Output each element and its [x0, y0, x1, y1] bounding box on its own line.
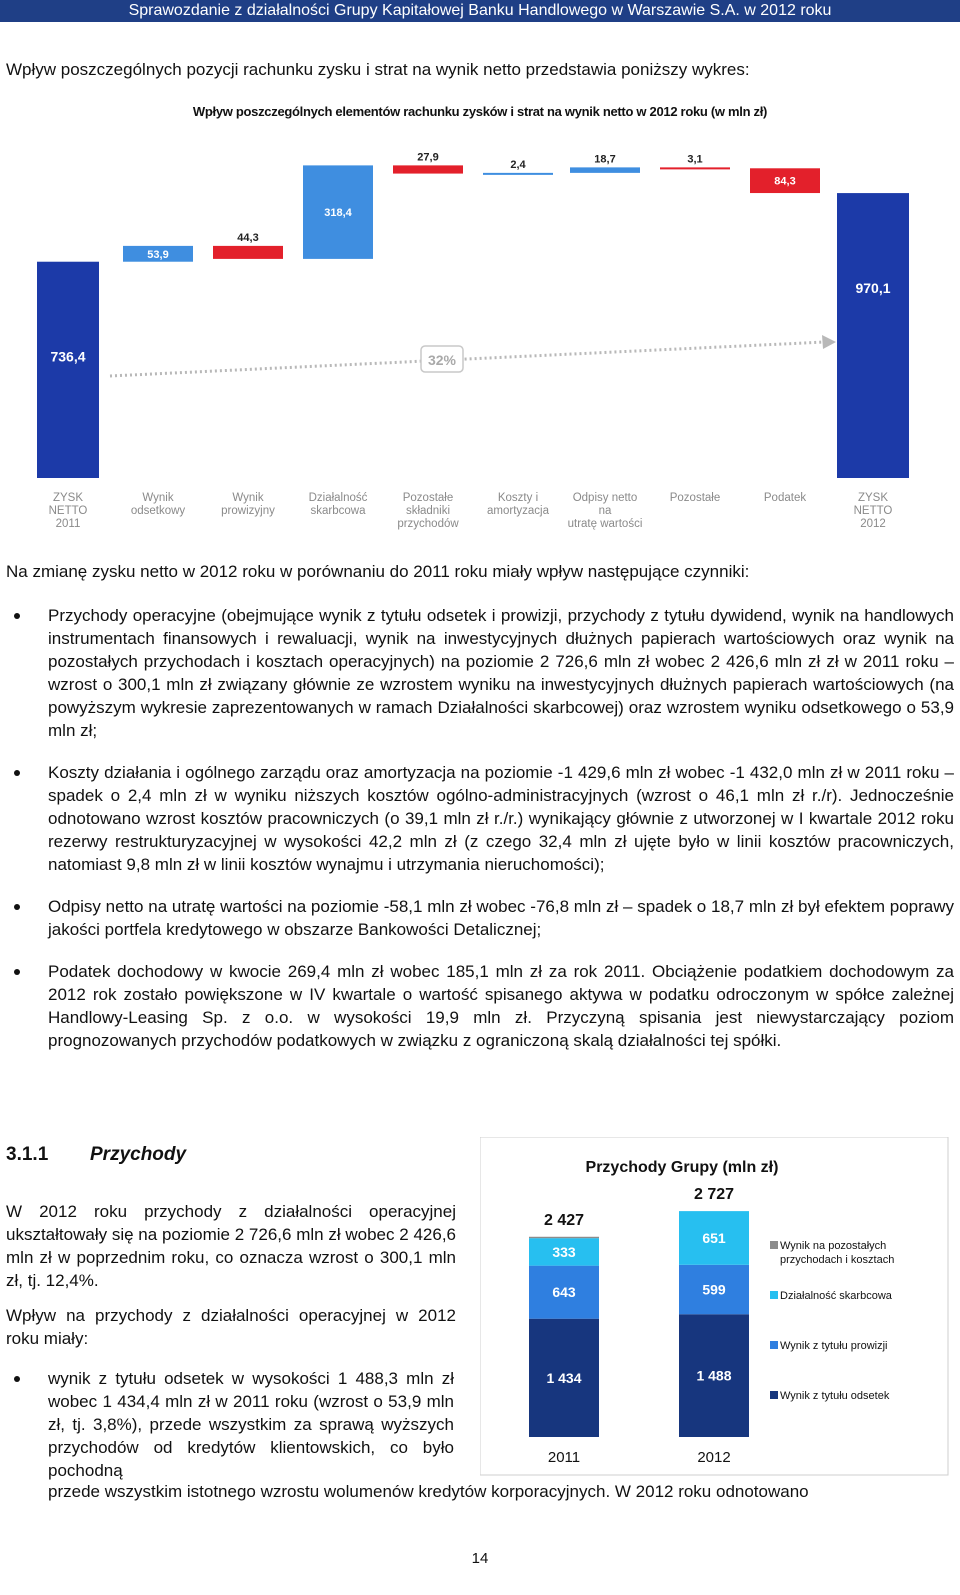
waterfall-category-label-line: składniki [405, 505, 451, 517]
bullet-icon [14, 613, 20, 619]
waterfall-value-label: 318,4 [324, 207, 352, 220]
waterfall-category-label-line: przychodów [397, 518, 459, 530]
continuation-text: przede wszystkim istotnego wzrostu wolumenów kredytów korporacyjnych. W 2012 roku odnotowano [48, 1482, 809, 1501]
legend-label: Wynik z tytułu odsetek [780, 1390, 890, 1402]
revenue-chart [480, 1137, 950, 1477]
waterfall-value-label: 18,7 [594, 153, 616, 166]
revenue-bar-segment [529, 1237, 599, 1238]
waterfall-category-label [208, 492, 288, 518]
legend-swatch [770, 1341, 778, 1349]
waterfall-category-label [655, 492, 735, 505]
revenue-total-label: 2 427 [543, 1211, 585, 1229]
section-number: 3.1.1 [6, 1144, 49, 1165]
waterfall-category-label-line: amortyzacja [487, 505, 549, 517]
list-item-text: wynik z tytułu odsetek w wysokości 1 488,3 mln zł wobec 1 434,4 mln zł w 2011 roku (wzrost o 53,9 mln zł, tj. 3,8%), przede wszystkim za sprawą wyższych przychodów od kredytów klientowskich, co było pochodną [48, 1369, 454, 1480]
waterfall-bar [570, 167, 640, 172]
waterfall-category-label-line: Działalność [308, 492, 368, 504]
waterfall-bar [837, 193, 909, 478]
waterfall-value-label: 3,1 [687, 153, 703, 166]
legend-swatch [770, 1291, 778, 1299]
waterfall-category-label-line: Wynik [232, 492, 264, 504]
waterfall-bar [37, 262, 99, 478]
section-title: Przychody [90, 1144, 187, 1165]
waterfall-chart-title: Wpływ poszczególnych elementów rachunku zysków i strat na wynik netto w 2012 roku (w mln zł) [192, 104, 768, 119]
waterfall-bar [393, 165, 463, 173]
waterfall-category-label-line: Pozostałe [402, 492, 454, 504]
waterfall-value-label: 2,4 [510, 158, 526, 171]
waterfall-category-label-line: Odpisy netto na [572, 492, 638, 517]
legend-label: przychodach i kosztach [780, 1254, 895, 1266]
waterfall-category-label [565, 492, 645, 531]
revenue-total-label: 2 727 [693, 1186, 735, 1204]
page-header: Sprawozdanie z działalności Grupy Kapitałowej Banku Handlowego w Warszawie S.A. w 2012 roku [0, 0, 960, 22]
waterfall-category-label-line: Pozostałe [669, 492, 721, 504]
waterfall-category-label [478, 492, 558, 518]
growth-label: 32% [427, 352, 457, 368]
waterfall-category-label-line: ZYSK [857, 492, 889, 504]
legend-label: Działalność skarbcowa [780, 1290, 892, 1302]
legend-label: Wynik na pozostałych [780, 1240, 887, 1252]
bullet-icon [14, 904, 20, 910]
revenue-segment-label: 643 [552, 1284, 576, 1301]
waterfall-value-label: 84,3 [774, 175, 796, 188]
revenue-segment-label: 599 [702, 1281, 726, 1298]
revenue-segment-label: 1 488 [696, 1367, 732, 1384]
waterfall-category-label-line: odsetkowy [130, 505, 186, 517]
waterfall-category-label-line: skarbcowa [310, 505, 366, 517]
section-heading [6, 1144, 186, 1166]
waterfall-value-label: 27,9 [417, 151, 439, 164]
list-item-text: Koszty działania i ogólnego zarządu oraz amortyzacja na poziomie -1 429,6 mln zł wobec -1 432,0 mln zł w 2011 roku – spadek o 2,4 mln zł w wyniku niższych kosztów ogólno-administracyjnych (wzrost o 46,1 mln zł r./r). Jednocześnie odnotowano wzrost kosztów pracowniczych (o 39,1 mln zł r./r.) wynikający głównie z utworzonej w I kwartale 2012 roku rezerwy restrukturyzacyjnej w wysokości 42,2 mln zł (z czego 32,4 mln zł ujęte było w linii kosztów pracowniczych, natomiast 9,8 mln zł w linii kosztów wynajmu i utrzymania nieruchomości); [48, 763, 954, 874]
waterfall-category-label [745, 492, 825, 505]
waterfall-value-label: 44,3 [237, 231, 259, 244]
waterfall-category-label [833, 492, 913, 531]
intro-text: Wpływ poszczególnych pozycji rachunku zysku i strat na wynik netto przedstawia poniższy wykres: [6, 60, 750, 79]
waterfall-category-label-line: Podatek [763, 492, 807, 504]
legend-swatch [770, 1391, 778, 1399]
factors-intro-text: Na zmianę zysku netto w 2012 roku w porównaniu do 2011 roku miały wpływ następujące czynniki: [6, 562, 750, 581]
revenue-category-label: 2011 [547, 1449, 581, 1466]
waterfall-category-label-line: Wynik [142, 492, 174, 504]
list-item [0, 761, 960, 876]
list-item-text: Przychody operacyjne (obejmujące wynik z tytułu odsetek i prowizji, przychody z tytułu dywidend, wynik na handlowych instrumentach finansowych i rewaluacji, wynik na inwestycyjnych dłużnych papierach wartościowych oraz wynik na pozostałych przychodach i kosztach operacyjnych) na poziomie 2 726,6 mln zł wobec 2 426,6 mln zł zł w 2011 roku – wzrost o 300,1 mln zł związany głównie ze wzrostem wyniku na inwestycyjnych dłużnych papierach wartościowych (na powyższym wykresie zaprezentowanych w ramach Działalności skarbcowej) oraz wzrostem wyniku odsetkowego o 53,9 mln zł; [48, 606, 954, 740]
waterfall-value-label: 53,9 [147, 248, 169, 261]
list-item [0, 604, 960, 742]
revenue-segment-label: 651 [702, 1229, 726, 1246]
page-number: 14 [471, 1550, 489, 1567]
bullet-icon [14, 770, 20, 776]
legend-label: Wynik z tytułu prowizji [780, 1340, 888, 1352]
waterfall-category-label-line: ZYSK [52, 492, 84, 504]
legend-swatch [770, 1241, 778, 1249]
waterfall-bar [483, 173, 553, 175]
waterfall-value-label: 970,1 [855, 280, 891, 297]
waterfall-bar [660, 167, 730, 169]
waterfall-category-label-line: NETTO [48, 505, 88, 517]
waterfall-category-label [28, 492, 108, 531]
revenue-chart-title: Przychody Grupy (mln zł) [585, 1159, 779, 1176]
waterfall-category-label [388, 492, 468, 531]
revenue-paragraph: W 2012 roku przychody z działalności operacyjnej ukształtowały się na poziomie 2 726,6 mln zł wobec 2 426,6 mln zł w poprzednim roku, co oznacza wzrost o 300,1 mln zł, tj. 12,4%. [6, 1202, 456, 1290]
bullet-icon [14, 969, 20, 975]
waterfall-bar [213, 246, 283, 259]
revenue-segment-label: 1 434 [546, 1369, 582, 1386]
waterfall-chart [0, 120, 960, 490]
list-item-text: Podatek dochodowy w kwocie 269,4 mln zł wobec 185,1 mln zł za rok 2011. Obciążenie podatkiem dochodowym za 2012 rok zostało powiększone w IV kwartale o wartość spisanego aktywa w podatku odroczonym w spółce zależnej Handlowy-Leasing Sp. z o.o. w wysokości 19,9 mln zł. Przyczyną spisania jest niewystarczający poziom prognozowanych przychodów podatkowych w związku z ograniczoną skalą działalności tej spółki. [48, 962, 954, 1050]
waterfall-category-label [118, 492, 198, 518]
waterfall-category-label-line: Koszty i [497, 492, 539, 504]
bullet-icon [14, 1376, 20, 1382]
waterfall-value-label: 736,4 [50, 348, 86, 365]
waterfall-category-label-line: utratę wartości [567, 518, 643, 530]
revenue-category-label: 2012 [697, 1449, 731, 1466]
factors-list [0, 604, 960, 1052]
list-item [0, 895, 960, 941]
waterfall-category-label-line: 2012 [860, 518, 886, 530]
waterfall-category-label-line: prowizyjny [221, 505, 275, 517]
waterfall-category-label-line: 2011 [55, 518, 81, 530]
growth-arrow-line [110, 342, 825, 376]
revenue-impact-intro: Wpływ na przychody z działalności operacyjnej w 2012 roku miały: [6, 1306, 456, 1348]
list-item-text: Odpisy netto na utratę wartości na poziomie -58,1 mln zł wobec -76,8 mln zł – spadek o 18,7 mln zł był efektem poprawy jakości portfela kredytowego w obszarze Bankowości Detalicznej; [48, 897, 954, 939]
growth-arrow-head [822, 335, 836, 349]
revenue-segment-label: 333 [552, 1243, 576, 1260]
waterfall-category-label [298, 492, 378, 518]
waterfall-category-label-line: NETTO [853, 505, 893, 517]
list-item [0, 960, 960, 1052]
